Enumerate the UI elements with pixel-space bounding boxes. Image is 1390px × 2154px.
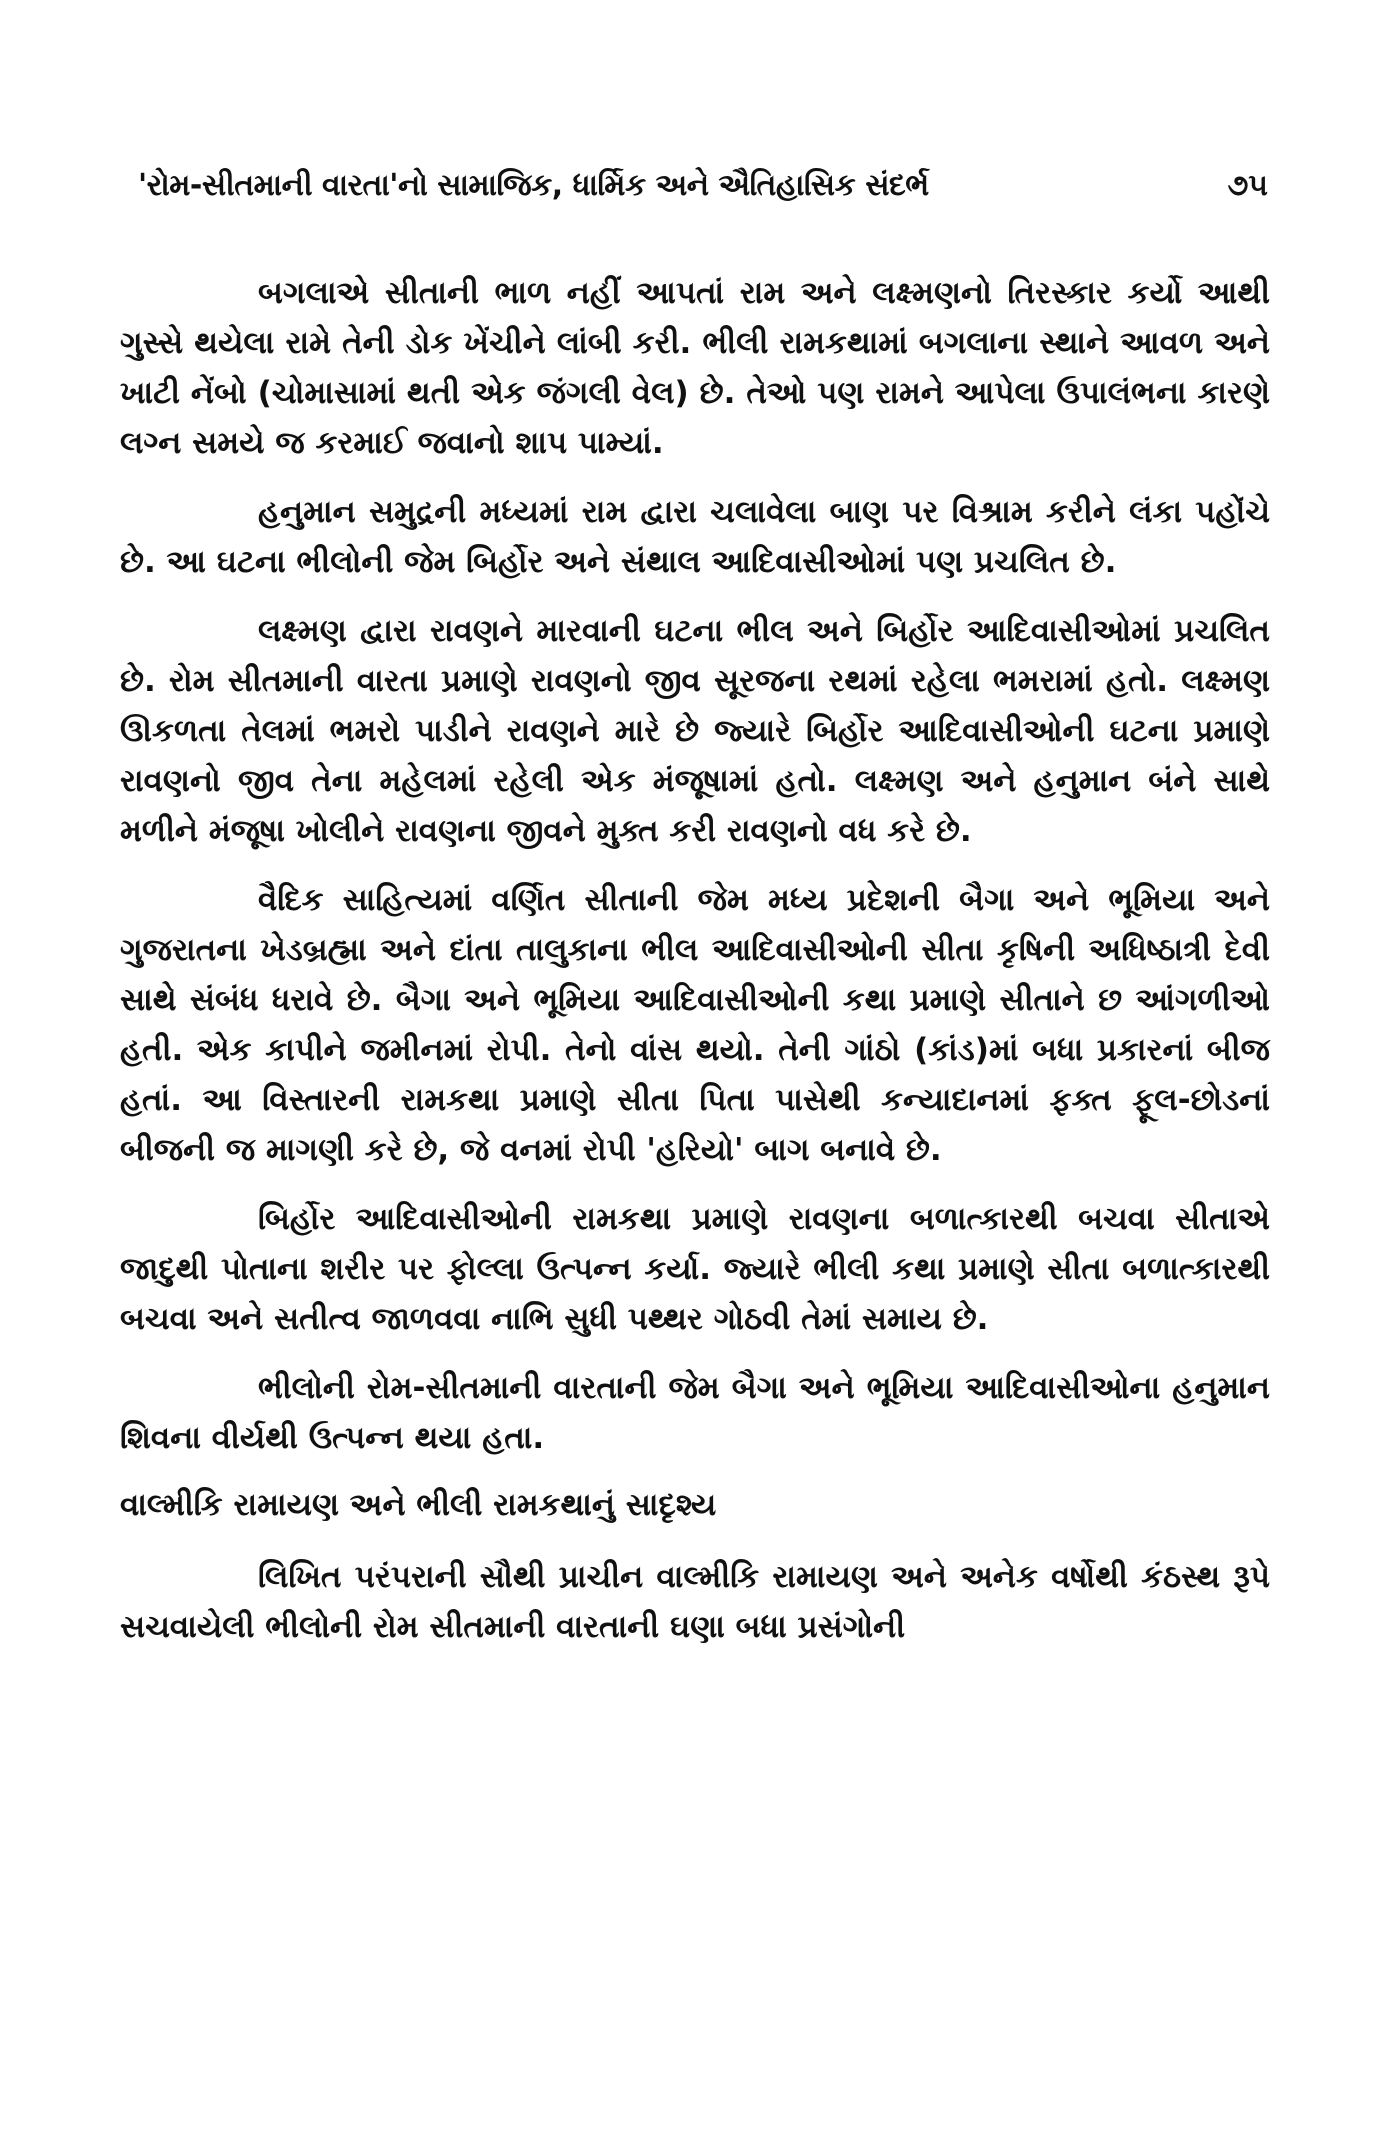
paragraph-hanuman-origin: ભીલોની રોમ-સીતમાની વારતાની જેમ બૈગા અને ભૂમિયા આદિવાસીઓના હનુમાન શિવના વીર્યથી ઉત્પન્ન થયા હતા. — [120, 1370, 1270, 1456]
page-header — [138, 168, 1268, 212]
paragraph-ravana-death: લક્ષ્મણ દ્વારા રાવણને મારવાની ઘટના ભીલ અને બિર્હોર આદિવાસીઓમાં પ્રચલિત છે. રોમ સીતમાની વારતા પ્રમાણે રાવણનો જીવ સૂરજના રથમાં રહેલા ભમરામાં હતો. લક્ષ્મણ ઊકળતા તેલમાં ભમરો પાડીને રાવણને મારે છે જ્યારે બિર્હોર આદિવાસીઓની ઘટના પ્રમાણે રાવણનો જીવ તેના મહેલમાં રહેલી એક મંજૂષામાં હતો. લક્ષ્મણ અને હનુમાન બંને સાથે મળીને મંજૂષા ખોલીને રાવણના જીવને મુક્ત કરી રાવણનો વધ કરે છે. — [120, 613, 1270, 849]
paragraph-sita-protection: બિર્હોર આદિવાસીઓની રામકથા પ્રમાણે રાવણના બળાત્કારથી બચવા સીતાએ જાદુથી પોતાના શરીર પર ફોલ્લા ઉત્પન્ન કર્યા. જ્યારે ભીલી કથા પ્રમાણે સીતા બળાત્કારથી બચવા અને સતીત્વ જાળવવા નાભિ સુધી પથ્થર ગોઠવી તેમાં સમાય છે. — [120, 1201, 1270, 1337]
page-number: ૭૫ — [1227, 168, 1268, 203]
running-title: 'રોમ-સીતમાની વારતા'નો સામાજિક, ધાર્મિક અને ઐતિહાસિક સંદર્ભ — [138, 168, 929, 203]
paragraph-hanuman-arrow: હનુમાન સમુદ્રની મધ્યમાં રામ દ્વારા ચલાવેલા બાણ પર વિશ્રામ કરીને લંકા પહોંચે છે. આ ઘટના ભીલોની જેમ બિર્હોર અને સંથાલ આદિવાસીઓમાં પણ પ્રચલિત છે. — [120, 494, 1270, 580]
paragraph-sita-agriculture: વૈદિક સાહિત્યમાં વર્ણિત સીતાની જેમ મધ્ય પ્રદેશની બૈગા અને ભૂમિયા અને ગુજરાતના ખેડબ્રહ્મા અને દાંતા તાલુકાના ભીલ આદિવાસીઓની સીતા કૃષિની અધિષ્ઠાત્રી દેવી સાથે સંબંધ ધરાવે છે. બૈગા અને ભૂમિયા આદિવાસીઓની કથા પ્રમાણે સીતાને છ આંગળીઓ હતી. એક કાપીને જમીનમાં રોપી. તેનો વાંસ થયો. તેની ગાંઠો (કાંડ)માં બધા પ્રકારનાં બીજ હતાં. આ વિસ્તારની રામકથા પ્રમાણે સીતા પિતા પાસેથી કન્યાદાનમાં ફક્ત ફૂલ-છોડનાં બીજની જ માગણી કરે છે, જે વનમાં રોપી 'હરિયો' બાગ બનાવે છે. — [120, 882, 1270, 1168]
body-text — [120, 268, 1270, 1652]
section-heading: વાલ્મીકિ રામાયણ અને ભીલી રામકથાનું સાદૃશ્ય — [120, 1487, 717, 1523]
paragraph-comparison: લિખિત પરંપરાની સૌથી પ્રાચીન વાલ્મીકિ રામાયણ અને અનેક વર્ષોથી કંઠસ્થ રૂપે સચવાયેલી ભીલોની રોમ સીતમાની વારતાની ઘણા બધા પ્રસંગોની — [120, 1559, 1270, 1645]
paragraph-heron-curse: બગલાએ સીતાની ભાળ નહીં આપતાં રામ અને લક્ષ્મણનો તિરસ્કાર કર્યો આથી ગુસ્સે થયેલા રામે તેની ડોક ખેંચીને લાંબી કરી. ભીલી રામકથામાં બગલાના સ્થાને આવળ અને ખાટી નેંબો (ચોમાસામાં થતી એક જંગલી વેલ) છે. તેઓ પણ રામને આપેલા ઉપાલંભના કારણે લગ્ન સમયે જ કરમાઈ જવાનો શાપ પામ્યાં. — [120, 275, 1270, 461]
